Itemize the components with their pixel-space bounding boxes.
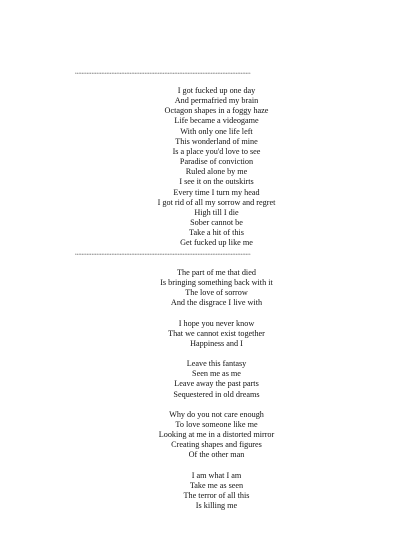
poem-line: The terror of all this <box>183 490 250 500</box>
poem-line: I got fucked up one day <box>177 86 256 95</box>
poem-line: And permafried my brain <box>174 96 259 106</box>
poem-line: I got rid of all my sorrow and regret <box>157 197 276 207</box>
poem-line: And the disgrace I live with <box>170 298 263 308</box>
poem-two-stanza-1 <box>75 268 358 309</box>
poem-line: I see it on the outskirts <box>179 177 254 187</box>
poem-line: Ruled alone by me <box>185 167 248 177</box>
poem-two-stanza-2 <box>75 319 358 349</box>
poem-line: Happiness and I <box>190 338 243 348</box>
poem-line: With only one life left <box>180 126 253 136</box>
poem-line: Life became a videogame <box>174 116 259 126</box>
poem-line: Sober cannot be <box>190 218 243 228</box>
poem-line: That we cannot exist together <box>168 328 265 338</box>
poem-line: Why do you not care enough <box>169 409 264 419</box>
poem-line: Creating shapes and figures <box>171 440 262 450</box>
poem-line: Of the other man <box>188 450 245 460</box>
asterisk-divider-middle: ********************************************************************************************************** <box>75 253 251 257</box>
poem-two-stanza-4 <box>75 410 358 461</box>
poem-line: The love of sorrow <box>185 288 248 298</box>
poem-one <box>75 86 358 249</box>
poem-line: Is a place you'd love to see <box>172 146 261 156</box>
asterisk-divider-top: ********************************************************************************************************** <box>75 72 251 76</box>
poem-line: Take me as seen <box>189 480 244 490</box>
poem-line: Is killing me <box>195 500 238 510</box>
poem-line: Is bringing something back with it <box>160 278 273 288</box>
poem-line: I hope you never know <box>178 318 255 328</box>
poem-line: To love someone like me <box>175 419 258 429</box>
poem-line: The part of me that died <box>177 268 256 277</box>
poem-line: I am what I am <box>191 470 242 480</box>
poem-line: Every time I turn my head <box>173 187 260 197</box>
poem-line: Sequestered in old dreams <box>173 389 260 399</box>
poem-line: Take a hit of this <box>189 228 244 238</box>
poem-line: This wonderland of mine <box>175 136 258 146</box>
poem-line: High till I die <box>194 207 239 217</box>
poem-line: Seen me as me <box>192 369 241 379</box>
poem-line: Leave this fantasy <box>186 359 247 369</box>
poem-two-stanza-3 <box>75 359 358 400</box>
poem-two <box>75 268 358 511</box>
poem-line: Octagon shapes in a foggy haze <box>164 106 269 116</box>
poem-line: Paradise of conviction <box>179 157 254 167</box>
poem-line: Leave away the past parts <box>174 379 259 389</box>
poem-one-stanza <box>75 86 358 249</box>
poem-line: Get fucked up like me <box>180 238 253 248</box>
poem-line: Looking at me in a distorted mirror <box>158 430 275 440</box>
poem-two-stanza-5 <box>75 471 358 512</box>
